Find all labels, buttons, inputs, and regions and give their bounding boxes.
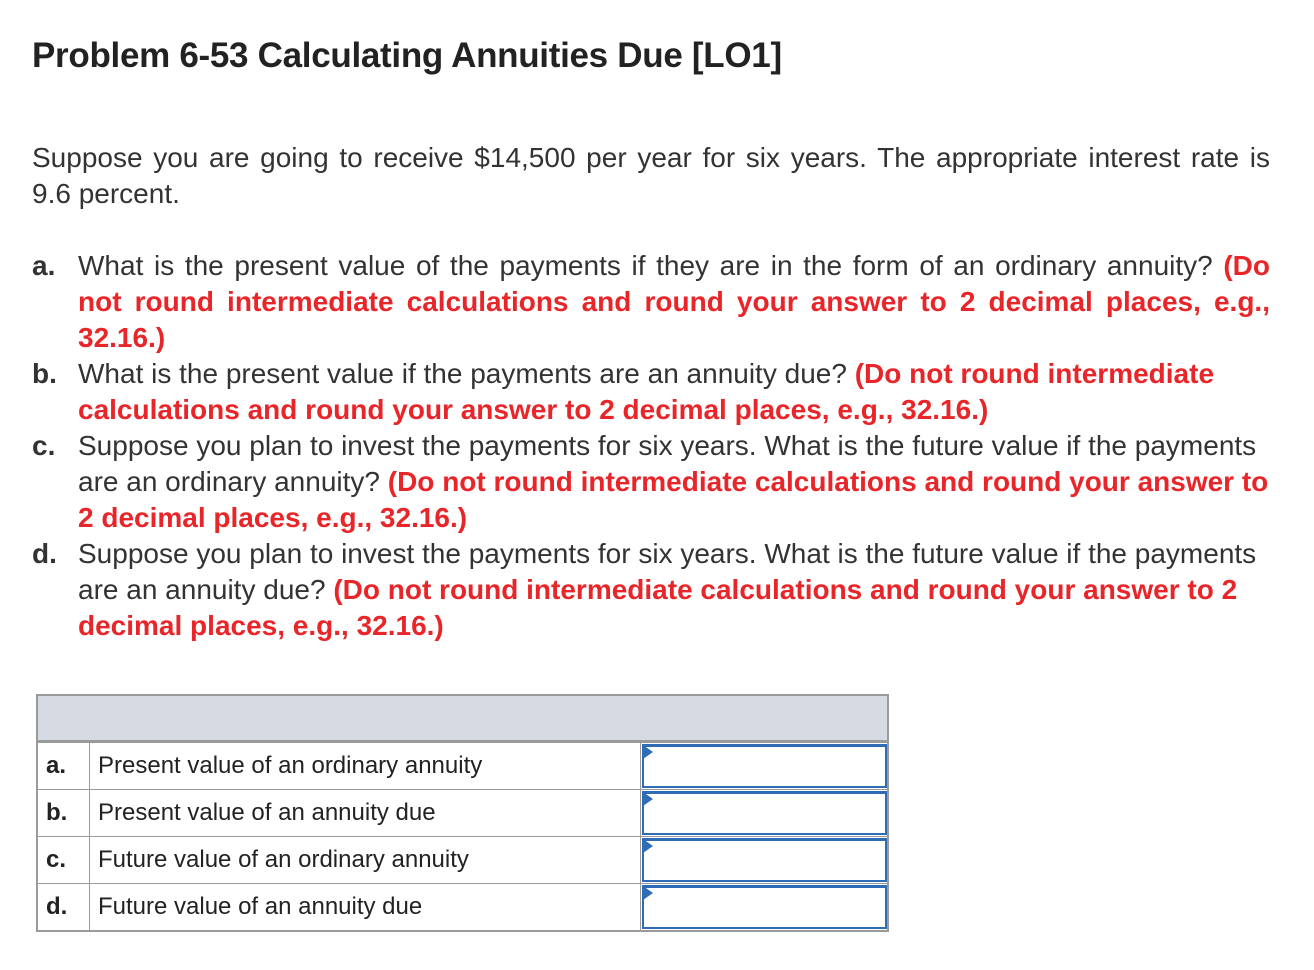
answer-row-b (38, 789, 887, 836)
question-letter: c. (32, 430, 56, 461)
question-body (78, 536, 1270, 644)
answer-row-d (38, 883, 887, 930)
answer-label: Present value of an annuity due (90, 790, 641, 836)
answer-input-cell (641, 837, 887, 883)
question-c (32, 428, 1270, 536)
answer-input-cell (641, 790, 887, 836)
question-a (32, 248, 1270, 356)
question-letter: a. (32, 250, 56, 281)
answer-input-a[interactable] (642, 744, 887, 788)
answer-letter: d. (38, 884, 90, 930)
question-d (32, 536, 1270, 644)
question-body (78, 248, 1270, 356)
answer-row-a (38, 742, 887, 789)
problem-title: Problem 6-53 Calculating Annuities Due [LO1] (32, 36, 782, 75)
question-text: What is the present value of the payments if they are in the form of an ordinary annuity? (78, 250, 1213, 281)
answer-label: Present value of an ordinary annuity (90, 743, 641, 789)
question-hint: (Do not round intermediate calculations and round your answer to 2 decimal places, e.g., 32.16.) (78, 574, 1238, 641)
answer-row-c (38, 836, 887, 883)
input-marker-icon (643, 745, 653, 759)
answer-input-cell (641, 743, 887, 789)
question-hint: (Do not round intermediate calculations and round your answer to 2 decimal places, e.g., 32.16.) (78, 466, 1269, 533)
answer-input-cell (641, 884, 887, 930)
answer-input-d[interactable] (642, 885, 887, 929)
answer-input-b[interactable] (642, 791, 887, 835)
question-b (32, 356, 1270, 428)
answer-letter: b. (38, 790, 90, 836)
answer-table (36, 694, 889, 932)
answer-letter: c. (38, 837, 90, 883)
input-marker-icon (643, 886, 653, 900)
input-marker-icon (643, 839, 653, 853)
answer-input-c[interactable] (642, 838, 887, 882)
answer-letter: a. (38, 743, 90, 789)
question-body (78, 356, 1270, 428)
input-marker-icon (643, 792, 653, 806)
question-list (32, 248, 1270, 644)
question-hint: (Do not round intermediate calculations and round your answer to 2 decimal places, e.g., 32.16.) (78, 250, 1270, 353)
question-body (78, 428, 1270, 536)
answer-label: Future value of an annuity due (90, 884, 641, 930)
problem-intro: Suppose you are going to receive $14,500 per year for six years. The appropriate interest rate is 9.6 percent. (32, 142, 1270, 209)
question-text: What is the present value if the payments are an annuity due? (78, 358, 847, 389)
question-letter: d. (32, 538, 57, 569)
question-text: Suppose you plan to invest the payments for six years. What is the future value if the payments are an ordinary annuity? (78, 430, 1257, 497)
answer-table-header (38, 696, 887, 742)
question-hint: (Do not round intermediate calculations and round your answer to 2 decimal places, e.g., 32.16.) (78, 358, 1215, 425)
question-text: Suppose you plan to invest the payments for six years. What is the future value if the payments are an annuity due? (78, 538, 1257, 605)
answer-label: Future value of an ordinary annuity (90, 837, 641, 883)
question-letter: b. (32, 358, 57, 389)
